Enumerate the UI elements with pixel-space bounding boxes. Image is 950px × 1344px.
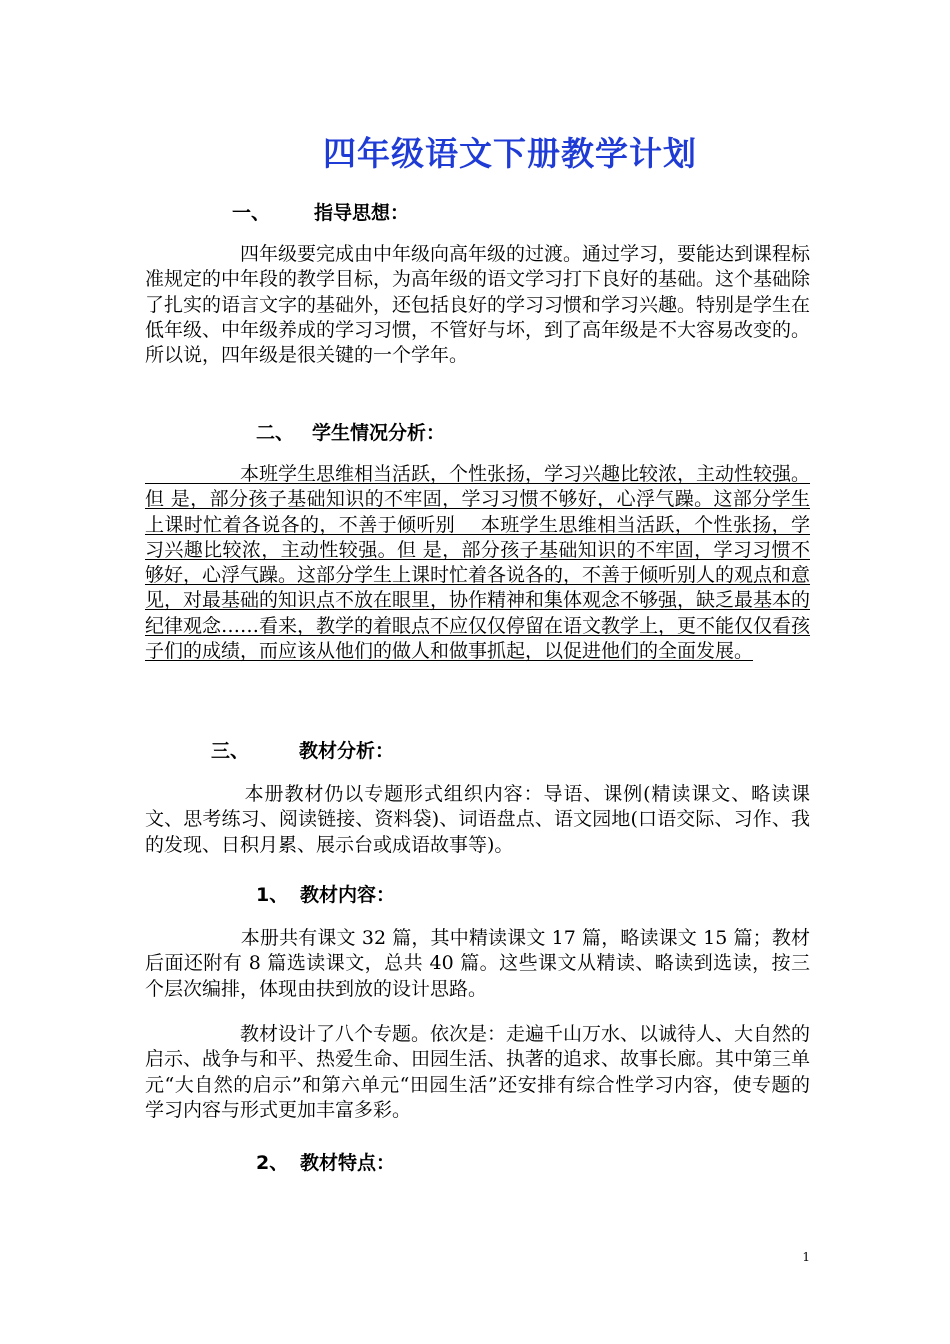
page-number: 1: [802, 1250, 810, 1264]
section-number: 二、: [256, 422, 295, 444]
subsection-heading-textbook-content: [256, 880, 395, 907]
section-heading-student-analysis: [256, 418, 445, 445]
section-label: 教材分析：: [299, 740, 395, 762]
section-heading-textbook-analysis: [211, 736, 394, 763]
section-label: 学生情况分析：: [312, 422, 446, 444]
paragraph-textbook-content: 本册共有课文 32 篇，其中精读课文 17 篇，略读课文 15 篇；教材后面还附有 8 篇选读课文，总共 40 篇。这些课文从精读、略读到选读，按三个层次编排，体现由扶到放的设计思路。: [145, 927, 810, 1000]
subsection-label: 教材内容：: [300, 884, 396, 906]
document-title: 四年级语文下册教学计划: [323, 134, 697, 173]
subsection-number: 1、: [256, 884, 289, 906]
paragraph-guiding-ideas: 四年级要完成由中年级向高年级的过渡。通过学习，要能达到课程标准规定的中年段的教学目标，为高年级的语文学习打下良好的基础。这个基础除了扎实的语言文字的基础外，还包括良好的学习习惯和学习兴趣。特别是学生在低年级、中年级养成的学习习惯，不管好与坏，到了高年级是不大容易改变的。所以说，四年级是很关键的一个学年。: [145, 243, 811, 367]
section-number: 三、: [211, 740, 250, 762]
subsection-label: 教材特点：: [300, 1152, 396, 1174]
subsection-heading-textbook-features: [256, 1148, 395, 1175]
subsection-number: 2、: [256, 1152, 289, 1174]
section-number: 一、: [232, 202, 271, 224]
section-heading-guiding-ideas: [232, 198, 409, 225]
paragraph-student-analysis: 本班学生思维相当活跃，个性张扬，学习兴趣比较浓，主动性较强。但 是，部分孩子基础知识的不牢固，学习习惯不够好，心浮气躁。这部分学生上课时忙着各说各的，不善于倾听别 本班学生思维相当活跃，个性张扬，学习兴趣比较浓，主动性较强。但 是，部分孩子基础知识的不牢固，学习习惯不够好，心浮气躁。这部分学生上课时忙着各说各的，不善于倾听别人的观点和意见，对最基础的知识点不放在眼里，协作精神和集体观念不够强，缺乏最基本的纪律观念……看来，教学的着眼点不应仅仅停留在语文教学上，更不能仅仅看孩子们的成绩，而应该从他们的做人和做事抓起，以促进他们的全面发展。: [145, 463, 811, 663]
section-label: 指导思想：: [314, 202, 410, 224]
paragraph-textbook-themes: 教材设计了八个专题。依次是：走遍千山万水、以诚待人、大自然的启示、战争与和平、热爱生命、田园生活、执著的追求、故事长廊。其中第三单元“大自然的启示”和第六单元“田园生活”还安排有综合性学习内容，使专题的学习内容与形式更加丰富多彩。: [145, 1023, 811, 1121]
paragraph-textbook-analysis: 本册教材仍以专题形式组织内容：导语、课例(精读课文、略读课文、思考练习、阅读链接、资料袋)、词语盘点、语文园地(口语交际、习作、我的发现、日积月累、展示台或成语故事等)。: [145, 783, 810, 856]
